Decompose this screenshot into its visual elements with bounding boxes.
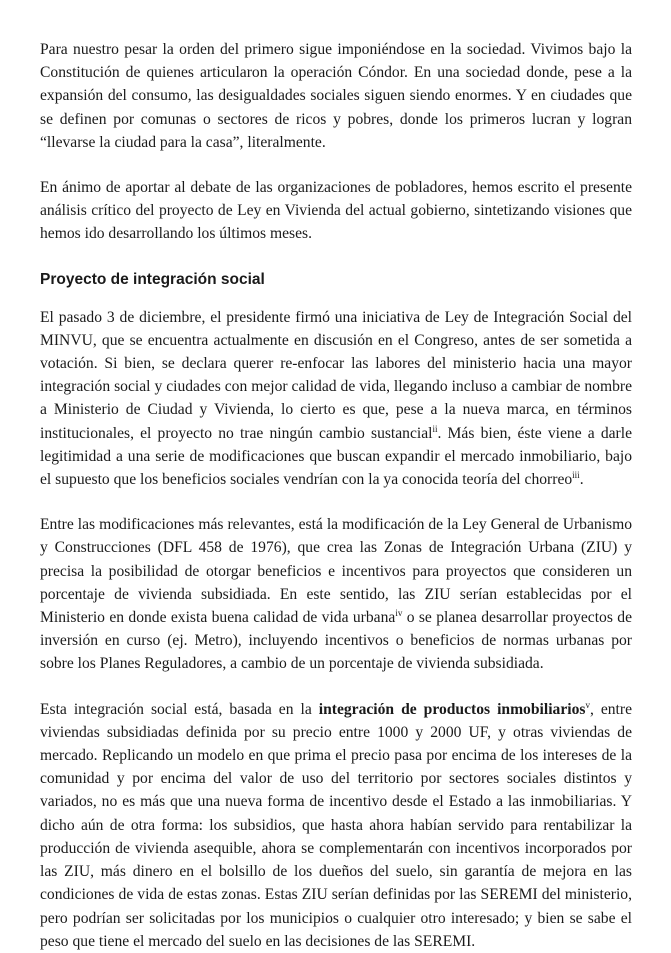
paragraph-3-text-c: . (579, 471, 584, 489)
paragraph-2: En ánimo de aportar al debate de las organizaciones de pobladores, hemos escrito el presente análisis crítico del proyecto de Ley en Vivienda del actual gobierno, sintetizando visiones que hemos ido desarrollando los últimos meses. (40, 179, 632, 243)
document-page (40, 38, 632, 953)
paragraph-3 (40, 306, 632, 492)
paragraph-4 (40, 513, 632, 675)
paragraph-gap (40, 154, 632, 176)
paragraph-3-text-a: El pasado 3 de diciembre, el presidente firmó una iniciativa de Ley de Integración Social del MINVU, que se encuentra actualmente en discusión en el Congreso, antes de ser sometida a votación. Si bien, se declara querer re-enfocar las labores del ministerio hacia una mayor integración social y ciudades con mejor calidad de vida, llegando incluso a cambiar de nombre a Ministerio de Ciudad y Vivienda, lo cierto es que, pese a la nueva marca, en términos institucionales, el proyecto no trae ningún cambio sustancial (40, 308, 632, 442)
footnote-ref-iii: iii (572, 469, 580, 480)
paragraph-5-text-a: Esta integración social está, basada en la (40, 700, 319, 718)
footnote-ref-v: v (585, 699, 590, 710)
section-heading: Proyecto de integración social (40, 270, 265, 288)
paragraph-gap (40, 676, 632, 698)
paragraph-5-text-b: , entre viviendas subsidiadas definida por su precio entre 1000 y 2000 UF, y otras viviendas de mercado. Replicando un modelo en que prima el precio pasa por encima de los intereses de la comunidad y por encima del valor de uso del territorio por sectores sociales distintos y variados, no es más que una nueva forma de incentivo desde el Estado a las inmobiliarias. Y dicho aún de otra forma: los subsidios, que hasta ahora habían servido para rentabilizar la producción de vivienda asequible, ahora se complementarán con incentivos incorporados por las ZIU, más dinero en el bolsillo de los dueños del suelo, sin garantía de mejora en las condiciones de vida de estas zonas. Estas ZIU serían definidas por las SEREMI del ministerio, pero podrían ser solicitadas por los municipios o cualquier otro interesado; y bien se sabe el peso que tiene el mercado del suelo en las decisiones de las SEREMI. (40, 700, 632, 950)
heading-gap (40, 291, 632, 306)
paragraph-1: Para nuestro pesar la orden del primero sigue imponiéndose en la sociedad. Vivimos bajo la Constitución de quienes articularon la operación Cóndor. En una sociedad donde, pese a la expansión del consumo, las desigualdades sociales siguen siendo enormes. Y en ciudades que se definen por comunas o sectores de ricos y pobres, donde los primeros lucran y logran “llevarse la ciudad para la casa”, literalmente. (40, 41, 632, 151)
footnote-ref-iv: iv (395, 607, 403, 618)
paragraph-3-text-b: . Más bien, éste viene a darle legitimidad a una serie de modificaciones que buscan expandir el mercado inmobiliario, bajo el supuesto que los beneficios sociales vendrían con la ya conocida teoría del chorreo (40, 424, 632, 489)
paragraph-5-bold-term: integración de productos inmobiliarios (318, 700, 586, 718)
footnote-ref-ii: ii (432, 423, 438, 434)
paragraph-4-text-b: o se planea desarrollar proyectos de inversión en curso (ej. Metro), incluyendo incentivos o beneficios de normas urbanas por sobre los Planes Reguladores, a cambio de un porcentaje de vivienda subsidiada. (40, 609, 632, 673)
paragraph-gap (40, 491, 632, 513)
paragraph-4-text-a: Entre las modificaciones más relevantes, está la modificación de la Ley General de Urbanismo y Construcciones (DFL 458 de 1976), que crea las Zonas de Integración Urbana (ZIU) y precisa la posibilidad de otorgar beneficios e incentivos para proyectos que consideren un porcentaje de vivienda subsidiada. En este sentido, las ZIU serían establecidas por el Ministerio en donde exista buena calidad de vida urbana (40, 516, 632, 627)
paragraph-5 (40, 698, 632, 953)
paragraph-gap (40, 246, 632, 268)
